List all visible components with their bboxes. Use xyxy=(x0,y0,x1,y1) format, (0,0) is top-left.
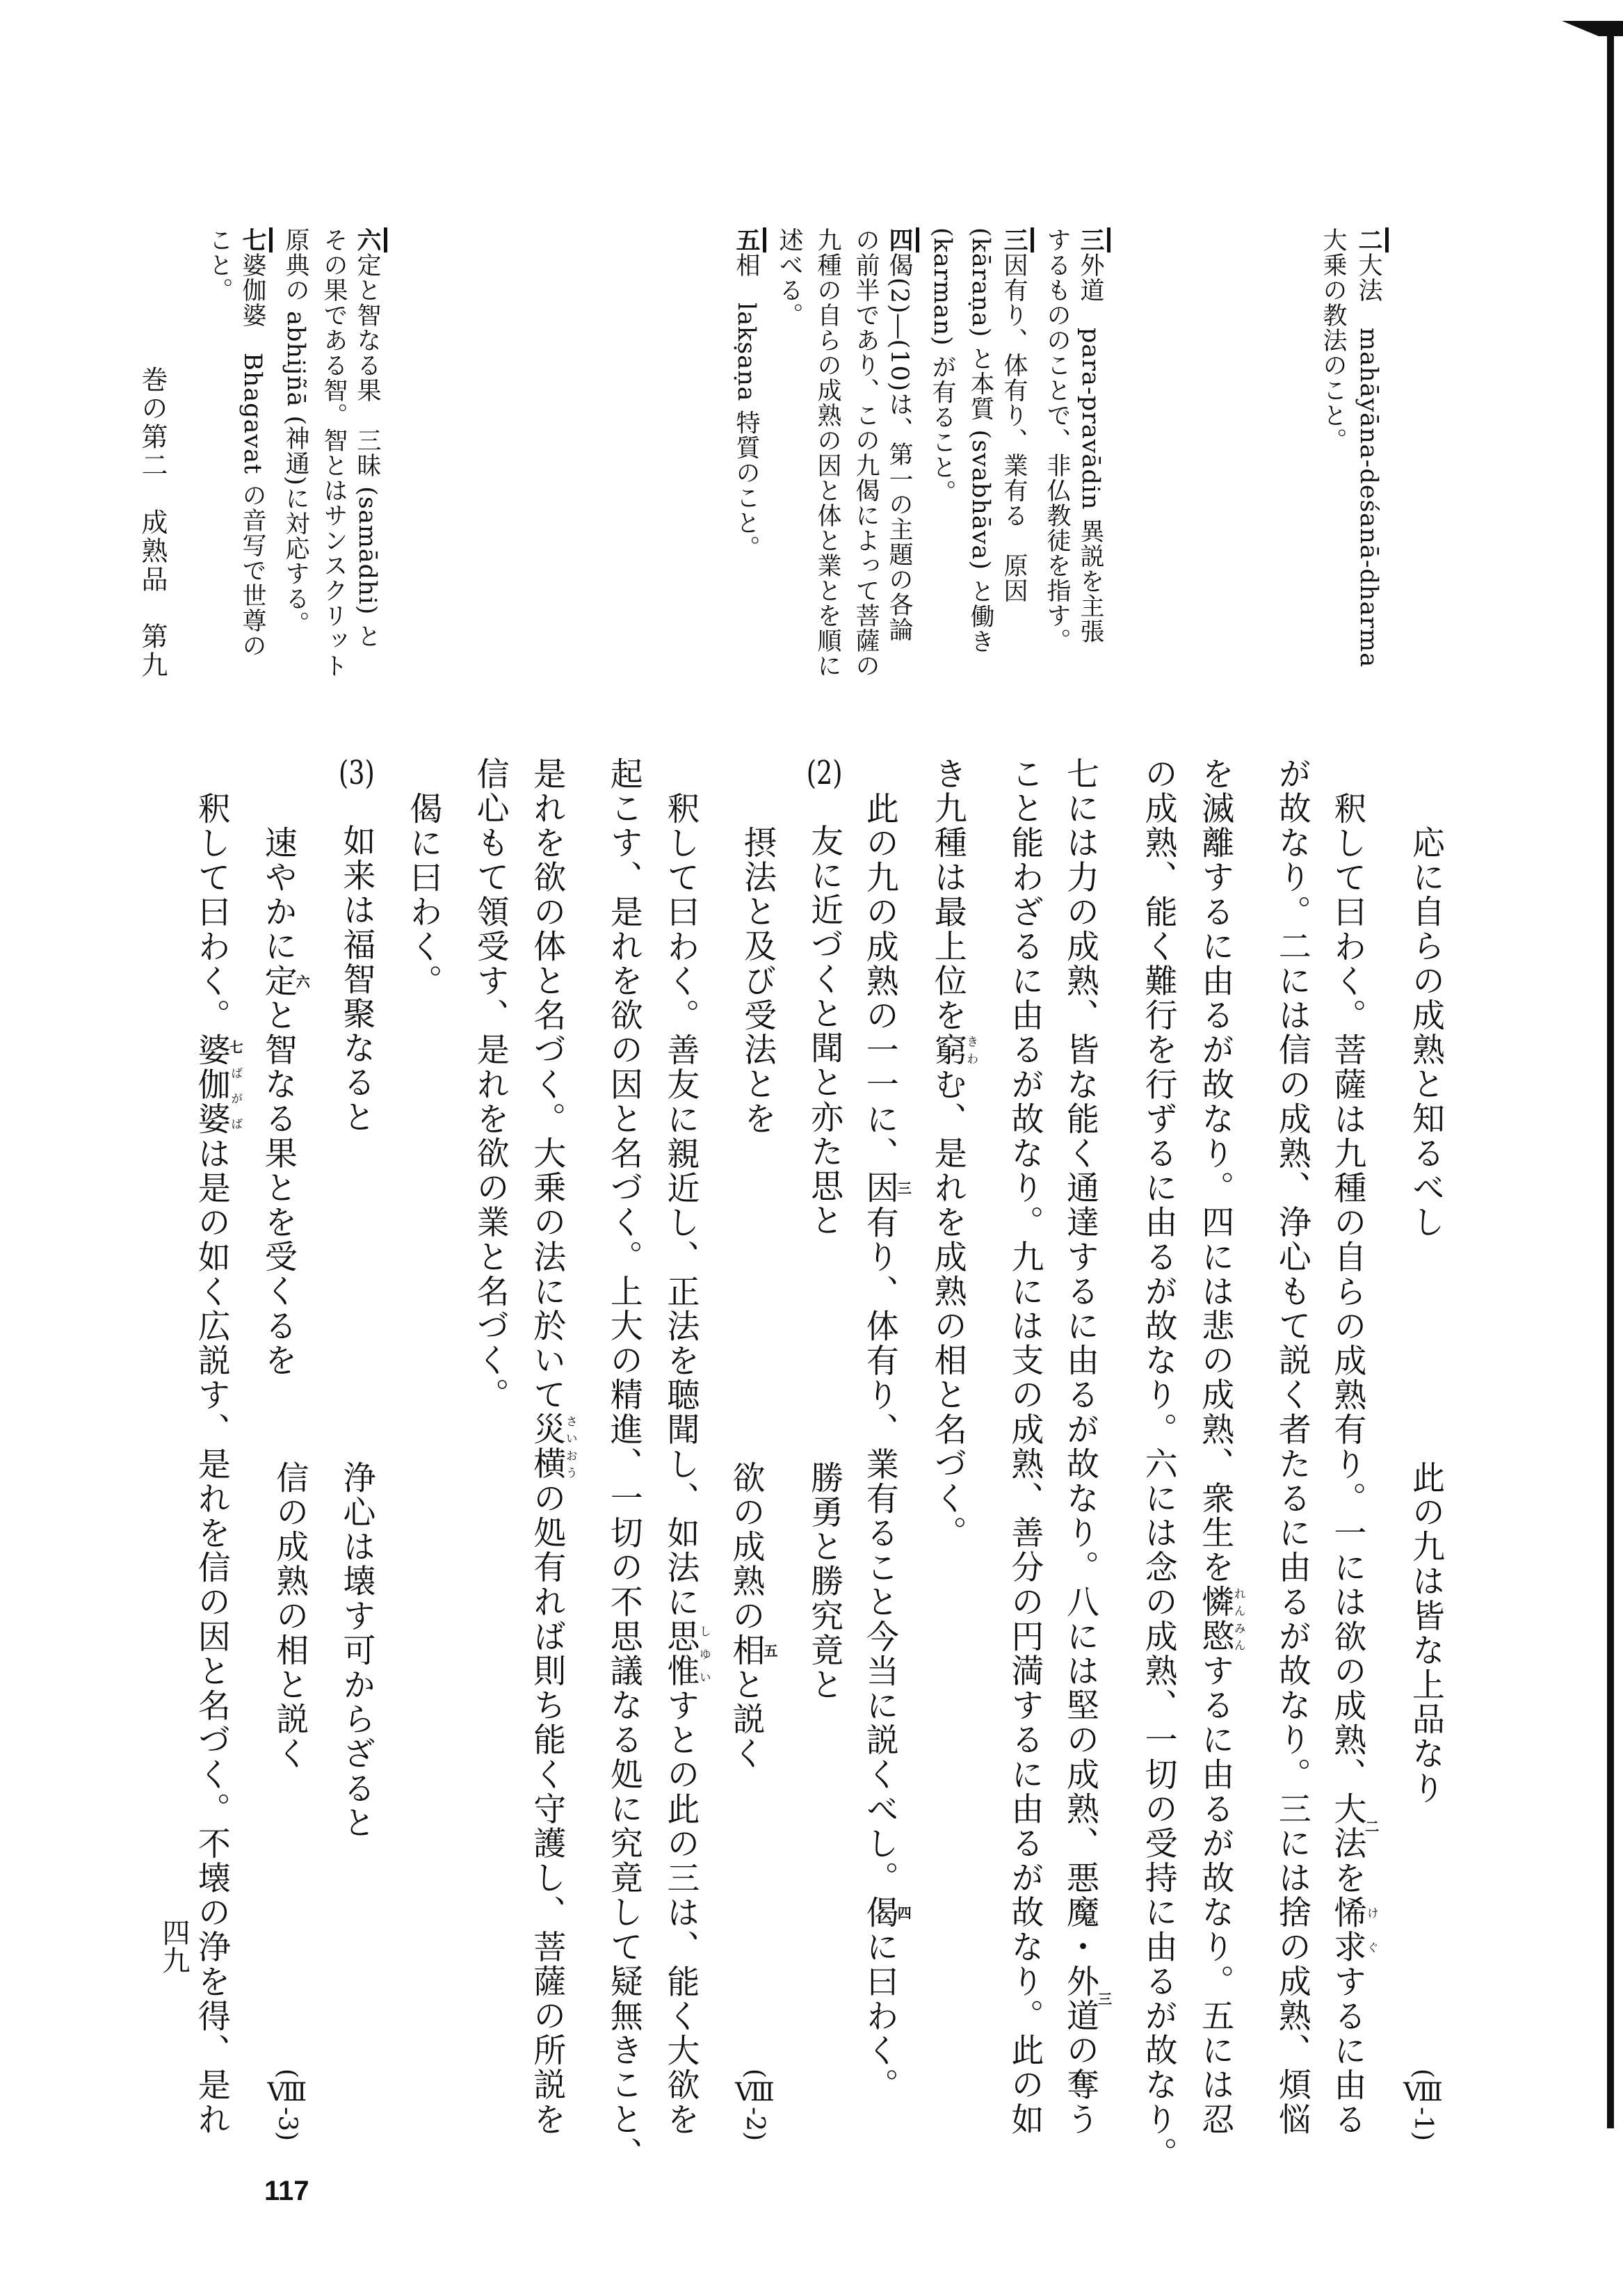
text-run: が故なり。二には信の成熟、浄心もて説く者たるに由るが故なり。三には捨の成熟、煩悩 xyxy=(1273,757,1311,2137)
footnote-continuation xyxy=(318,227,349,742)
footnote-number: 六 xyxy=(352,227,387,252)
footnote-marker: 六 xyxy=(293,963,311,999)
text-run: 七には力の成熟、皆な能く通達するに由るが故なり。八には堅の成熟、悪魔・ xyxy=(1061,757,1099,1964)
furigana: きわ xyxy=(964,1032,978,1068)
kanji-page-number: 四九 xyxy=(158,1918,190,1974)
text-run: む、是れを成熟の相と名づく。 xyxy=(928,1067,967,1550)
footnote-continuation xyxy=(1318,227,1348,742)
footnote-continuation xyxy=(812,227,843,742)
column-text xyxy=(1195,757,1245,2137)
running-head: 巻の第二 成熟品 第九 xyxy=(137,366,168,680)
column-text xyxy=(527,757,576,2137)
ruby-base: 婆伽婆 xyxy=(192,1032,231,1137)
footnote-text: 大乗の教法のこと。 xyxy=(1319,227,1347,453)
prose-column xyxy=(1273,757,1311,2141)
text-run: 是れを欲の体と名づく。大乗の法に於いて xyxy=(528,757,567,1413)
footnote-continuation xyxy=(965,227,996,742)
verse-column xyxy=(805,757,843,2141)
footnote-text: 定と智なる果 三昧 (samādhi) と xyxy=(353,252,381,649)
footnote xyxy=(353,227,387,742)
ruby-word xyxy=(1196,1584,1245,1654)
column-text xyxy=(1273,757,1311,2137)
footnote-text: (karman) が有ること。 xyxy=(928,227,956,505)
footnote-marker: 五 xyxy=(761,1633,778,1668)
ruby-base: 憐愍 xyxy=(1196,1584,1235,1654)
text-run: 釈して曰わく。菩薩は九種の自らの成熟有り。一には欲の成熟、 xyxy=(1328,791,1367,1792)
footnote xyxy=(1355,227,1389,742)
footnote-text: (kāraṇa) と本質 (svabhāva) と働き xyxy=(967,227,994,655)
footnote-text: 九種の自らの成熟の因と体と業とを順に xyxy=(814,227,841,678)
prose-column xyxy=(404,757,443,2141)
footnote-marker: 二 xyxy=(1362,1792,1380,1861)
verse-second-half xyxy=(270,1461,309,1771)
verse-number: (3) xyxy=(339,757,375,789)
footnote-reference[interactable] xyxy=(1328,1792,1380,1861)
verse-label: (Ⅷ-1) xyxy=(1409,2068,1437,2141)
prose-column xyxy=(1328,757,1380,2141)
ruby-base: 因 xyxy=(860,1171,899,1205)
furigana: しゆい xyxy=(696,1619,711,1689)
ruby-word xyxy=(661,1619,711,1689)
text-run: 勝勇と勝究竟と xyxy=(805,1461,844,1703)
prose-column xyxy=(661,757,711,2141)
ruby-base: 偈 xyxy=(860,1895,899,1930)
footnote-reference[interactable] xyxy=(860,1171,912,1205)
verse-label: (Ⅷ-3) xyxy=(273,2068,302,2141)
footnote-continuation xyxy=(774,227,805,742)
prose-column xyxy=(928,757,978,2141)
footnote-text: 外道 para-pravādin 異説を主張 xyxy=(1076,252,1104,644)
text-run: を xyxy=(1328,1861,1367,1895)
footnote-continuation xyxy=(1042,227,1072,742)
furigana: れんみん xyxy=(1231,1584,1245,1654)
footnote-text: 相 lakṣaṇa 特質のこと。 xyxy=(732,252,760,561)
text-run: に曰わく。 xyxy=(860,1929,899,2103)
footnote-reference[interactable] xyxy=(860,1895,912,1930)
page-number: 117 xyxy=(264,2176,309,2206)
footnote-marker: 三 xyxy=(1095,1964,1113,2034)
column-text xyxy=(404,757,443,998)
text-run: 此の九の成熟の一一に、 xyxy=(860,791,899,1171)
ruby-base: 定 xyxy=(259,963,298,999)
text-run: 起こす、是れを欲の因と名づく。上大の精進、一切の不思議なる処に究竟して疑無きこと、 xyxy=(604,757,643,2171)
footnote-continuation xyxy=(204,227,234,742)
footnote-text: こと。 xyxy=(205,227,233,303)
verse-second-half xyxy=(727,1461,777,1771)
text-run: 浄心は壊す可からざると xyxy=(337,1461,376,1840)
text-run: の成熟、能く難行を行ずるに由るが故なり。六には念の成熟、一切の受持に由るが故なり。 xyxy=(1139,757,1178,2171)
prose-column xyxy=(860,757,912,2141)
footnote-text: その果である智。智とはサンスクリット xyxy=(320,227,348,678)
ruby-base: 大法 xyxy=(1328,1792,1367,1861)
column-text xyxy=(1139,757,1178,2171)
verse-number: (2) xyxy=(806,757,843,789)
footnote-continuation xyxy=(280,227,311,742)
ruby-word xyxy=(528,1412,577,1482)
text-run: 友に近づくと聞と亦た思と xyxy=(805,789,844,1238)
column-text xyxy=(1406,757,1445,1239)
text-run: と説く xyxy=(727,1667,766,1772)
footnote-text: 原典の abhijñā (神通)に対応する。 xyxy=(282,227,309,636)
column-text xyxy=(1327,757,1378,2137)
text-run: 如来は福智聚なると xyxy=(337,789,376,1134)
footnote-number: 三 xyxy=(1075,227,1111,252)
footnote-text: 偈(2)―(10)は、第一の主題の各論 xyxy=(885,252,913,643)
text-run: 偈に曰わく。 xyxy=(404,791,443,999)
text-run: の奪う xyxy=(1061,2033,1099,2137)
text-run: を滅離するに由るが故なり。四には悲の成熟、衆生を xyxy=(1196,757,1235,1585)
prose-column xyxy=(528,757,577,2141)
footnote-number: 四 xyxy=(884,227,919,252)
verse-column xyxy=(727,757,778,2141)
text-run: き九種は最上位を xyxy=(928,757,967,1033)
verse-second-half xyxy=(1406,1461,1445,1806)
footnote-number: 五 xyxy=(731,227,766,252)
prose-column xyxy=(1196,757,1245,2141)
column-text xyxy=(1005,757,1044,2137)
ruby-base: 窮 xyxy=(928,1032,967,1068)
text-run: するに由る xyxy=(1328,1964,1367,2137)
footnote-reference[interactable] xyxy=(192,1032,244,1137)
text-run: 信の成熟の相と説く xyxy=(270,1461,309,1772)
text-run: 速やかに xyxy=(259,826,298,964)
column-text xyxy=(805,757,843,1238)
text-run: と智なる果とを受くるを xyxy=(259,998,298,1378)
footnote xyxy=(885,227,919,742)
ruby-base: 外道 xyxy=(1061,1964,1099,2034)
ruby-base: 思惟 xyxy=(661,1619,700,1689)
footnote-marker: 四 xyxy=(895,1895,912,1930)
footnote-marker: 三 xyxy=(895,1171,912,1205)
text-run: 釈して曰わく。 xyxy=(192,791,231,1033)
prose-column xyxy=(1005,757,1044,2141)
column-text xyxy=(661,757,710,2137)
text-run: 信心もて領受す、是れを欲の業と名づく。 xyxy=(471,757,510,1413)
footnote-text: の前半であり、この九偈によって菩薩の xyxy=(852,227,880,678)
ruby-word xyxy=(928,1032,978,1068)
footnote-text: 大法 mahāyāna-deśanā-dharma xyxy=(1355,252,1382,668)
text-run: の処有れば則ち能く守護し、菩薩の所説を xyxy=(528,1481,567,2137)
footnote-text: 因有り、体有り、業有る 原因 xyxy=(1000,252,1028,603)
verse-column xyxy=(1406,757,1445,2141)
prose-column xyxy=(1061,757,1113,2141)
footnote-number: 三 xyxy=(999,227,1034,252)
ruby-base: 相 xyxy=(727,1633,766,1668)
footnote-text: 婆伽婆 Bhagavat の音写で世尊の xyxy=(239,252,266,659)
footnote-text: するもののことで、非仏教徒を指す。 xyxy=(1043,227,1071,653)
column-text xyxy=(471,757,510,1412)
footnote-reference[interactable] xyxy=(727,1633,778,1668)
footnote-reference[interactable] xyxy=(259,963,311,999)
text-run: は是の如く広説す、是れを信の因と名づく。不壊の浄を得、是れ xyxy=(192,1136,231,2137)
furigana: さいおう xyxy=(563,1412,577,1482)
text-run: 釈して曰わく。善友に親近し、正法を聴聞し、如法に xyxy=(661,791,700,1619)
footnote xyxy=(1076,227,1111,742)
binding-edge-line xyxy=(1607,21,1614,2128)
column-text xyxy=(860,757,911,2102)
text-run: 摂法と及び受法とを xyxy=(738,826,777,1137)
footnote-number: 七 xyxy=(237,227,273,252)
verse-second-half xyxy=(805,1461,843,1702)
furigana: けぐ xyxy=(1364,1895,1378,1965)
furigana: ばがば xyxy=(228,1066,243,1137)
verse-label: (Ⅷ-2) xyxy=(741,2068,769,2141)
verse-column xyxy=(259,757,311,2141)
text-run: 此の九は皆な上品なり xyxy=(1407,1461,1445,1806)
footnote-text: 述べる。 xyxy=(775,227,803,328)
footnote-number: 二 xyxy=(1353,227,1389,252)
footnote xyxy=(732,227,766,742)
column-text xyxy=(337,757,376,1134)
prose-column xyxy=(1139,757,1178,2171)
prose-column xyxy=(192,757,244,2141)
ruby-word xyxy=(1328,1895,1378,1965)
footnote-continuation xyxy=(927,227,958,742)
footnote-continuation xyxy=(850,227,881,742)
text-run: 応に自らの成熟と知るべし xyxy=(1407,826,1445,1240)
prose-column xyxy=(604,757,643,2171)
verse-column xyxy=(337,757,376,2141)
footnote-marker: 七 xyxy=(227,1032,244,1067)
text-run: すとの此の三は、能く大欲を xyxy=(661,1688,700,2137)
verse-second-half xyxy=(337,1461,376,1840)
text-run: するに由るが故なり。五には忍 xyxy=(1196,1653,1235,2137)
column-text xyxy=(259,757,309,1378)
text-run: こと能わざるに由るが故なり。九には支の成熟、善分の円満するに由るが故なり。此の如 xyxy=(1006,757,1044,2137)
column-text xyxy=(192,757,243,2137)
text-run: 有り、体有り、業有ること今当に説くべし。 xyxy=(860,1205,899,1895)
text-run: 欲の成熟の xyxy=(727,1461,766,1633)
footnote xyxy=(239,227,273,742)
column-text xyxy=(1060,757,1111,2137)
prose-column xyxy=(471,757,510,2141)
ruby-base: 悕求 xyxy=(1328,1895,1367,1965)
footnote-reference[interactable] xyxy=(1061,1964,1113,2034)
column-text xyxy=(928,757,978,1550)
column-text xyxy=(604,757,643,2171)
ruby-base: 災横 xyxy=(528,1412,567,1482)
column-text xyxy=(738,757,777,1137)
footnote xyxy=(1000,227,1034,742)
